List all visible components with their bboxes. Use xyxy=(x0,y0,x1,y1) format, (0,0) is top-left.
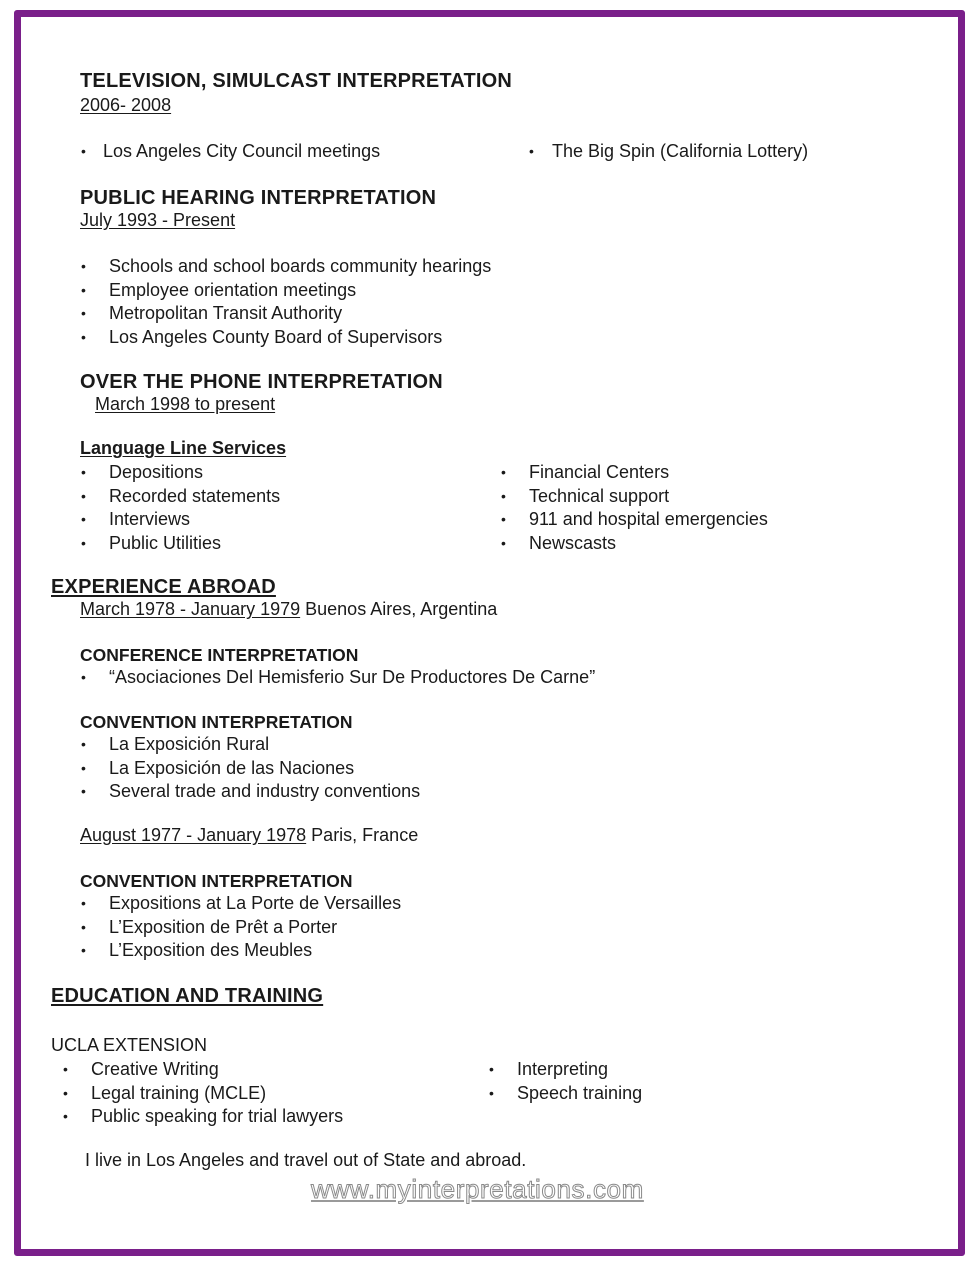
list-item: • Interpreting xyxy=(488,1058,642,1082)
phone-list-left xyxy=(80,461,280,555)
education-list-left xyxy=(62,1058,343,1129)
list-item: • “Asociaciones Del Hemisferio Sur De Productores De Carne” xyxy=(80,666,595,690)
list-item: • Creative Writing xyxy=(62,1058,343,1082)
list-item: • Financial Centers xyxy=(500,461,768,485)
list-item: • La Exposición Rural xyxy=(80,733,420,757)
education-school: UCLA EXTENSION xyxy=(51,1035,208,1055)
convention-1-list xyxy=(80,733,420,804)
education-list-right xyxy=(488,1058,642,1105)
abroad-period-2 xyxy=(80,825,418,846)
conference-list xyxy=(80,666,595,690)
list-item: • Schools and school boards community hearings xyxy=(80,255,491,279)
education-section-title: EDUCATION AND TRAINING xyxy=(51,985,324,1007)
list-item: • L’Exposition de Prêt a Porter xyxy=(80,916,401,940)
list-item: • Depositions xyxy=(80,461,280,485)
list-item: • The Big Spin (California Lottery) xyxy=(528,140,808,164)
list-item: • Technical support xyxy=(500,485,768,509)
list-item: • Employee orientation meetings xyxy=(80,279,491,303)
list-item: • Speech training xyxy=(488,1082,642,1106)
list-item: • Newscasts xyxy=(500,532,768,556)
list-item: • La Exposición de las Naciones xyxy=(80,757,420,781)
tv-list-right xyxy=(528,140,808,164)
abroad-period-1 xyxy=(80,599,497,620)
abroad-period-1-dates: March 1978 - January 1979 xyxy=(80,599,301,619)
list-item: • Metropolitan Transit Authority xyxy=(80,302,491,326)
abroad-period-2-place: Paris, France xyxy=(306,825,419,845)
list-item: • Public speaking for trial lawyers xyxy=(62,1105,343,1129)
list-item: • Recorded statements xyxy=(80,485,280,509)
tv-section-title: TELEVISION, SIMULCAST INTERPRETATION xyxy=(80,70,513,92)
list-item: • Several trade and industry conventions xyxy=(80,780,420,804)
closing-statement: I live in Los Angeles and travel out of State and abroad. xyxy=(85,1150,527,1170)
list-item: • Los Angeles City Council meetings xyxy=(80,140,380,164)
phone-section-title: OVER THE PHONE INTERPRETATION xyxy=(80,371,443,393)
list-item: • Los Angeles County Board of Supervisors xyxy=(80,326,491,350)
conference-title: CONFERENCE INTERPRETATION xyxy=(80,645,359,665)
tv-list-left xyxy=(80,140,380,164)
convention-1-title: CONVENTION INTERPRETATION xyxy=(80,712,353,732)
list-item: • Interviews xyxy=(80,508,280,532)
public-hearing-title: PUBLIC HEARING INTERPRETATION xyxy=(80,187,437,209)
phone-list-right xyxy=(500,461,768,555)
list-item: • Public Utilities xyxy=(80,532,280,556)
convention-2-list xyxy=(80,892,401,963)
list-item: • Expositions at La Porte de Versailles xyxy=(80,892,401,916)
list-item: • 911 and hospital emergencies xyxy=(500,508,768,532)
phone-dates: March 1998 to present xyxy=(95,394,276,414)
convention-2-title: CONVENTION INTERPRETATION xyxy=(80,871,353,891)
tv-dates: 2006- 2008 xyxy=(80,95,172,115)
abroad-section-title: EXPERIENCE ABROAD xyxy=(51,576,276,598)
list-item: • L’Exposition des Meubles xyxy=(80,939,401,963)
public-hearing-list xyxy=(80,255,491,349)
website-watermark: www.myinterpretations.com xyxy=(311,1174,644,1204)
list-item: • Legal training (MCLE) xyxy=(62,1082,343,1106)
phone-company: Language Line Services xyxy=(80,438,287,458)
abroad-period-2-dates: August 1977 - January 1978 xyxy=(80,825,307,845)
public-hearing-dates: July 1993 - Present xyxy=(80,210,236,230)
abroad-period-1-place: Buenos Aires, Argentina xyxy=(300,599,498,619)
